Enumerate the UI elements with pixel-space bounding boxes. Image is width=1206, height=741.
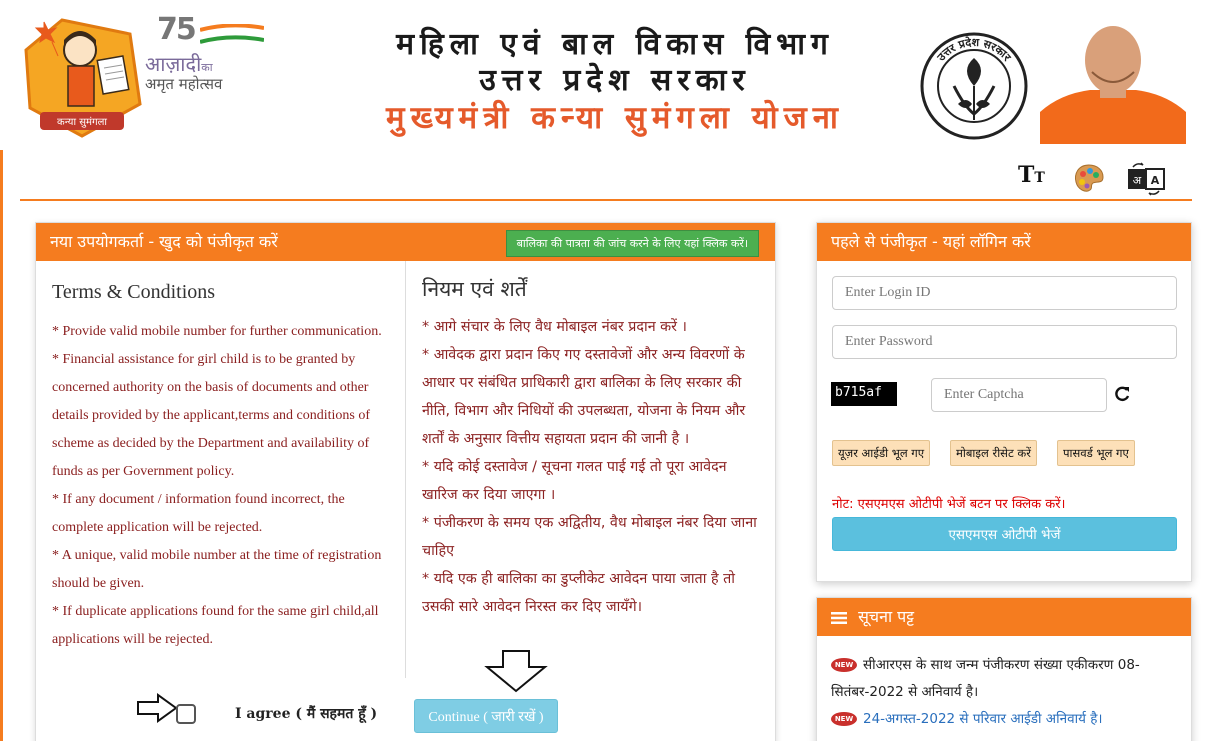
list-icon (831, 612, 847, 624)
chief-minister-photo (1040, 12, 1186, 144)
eligibility-check-button[interactable]: बालिका की पात्रता की जांच करने के लिए यहां क्लिक करें। (506, 230, 759, 257)
term-hi-item: * यदि एक ही बालिका का डुप्लीकेट आवेदन पाया जाता है तो उसकी सारे आवेदन निरस्त कर दिए जायँगे। (422, 571, 735, 615)
language-hindi-glyph: अ (1132, 174, 1142, 187)
tricolor-flag-icon (200, 24, 264, 44)
arrow-down-icon (483, 649, 549, 693)
forgot-password-button[interactable]: पासवर्ड भूल गए (1057, 440, 1135, 466)
department-title: महिला एवं बाल विकास विभाग (396, 27, 834, 62)
register-heading: नया उपयोगकर्ता - खुद को पंजीकृत करें (50, 232, 278, 251)
terms-english (36, 261, 406, 678)
login-id-input[interactable] (832, 276, 1177, 310)
captcha-image: b715af (831, 382, 897, 406)
government-title: उत्तर प्रदेश सरकार (479, 63, 751, 98)
login-heading: पहले से पंजीकृत - यहां लॉगिन करें (831, 232, 1031, 251)
term-hi-item: * पंजीकरण के समय एक अद्वितीय, वैध मोबाइल नंबर दिया जाना चाहिए (422, 515, 757, 559)
mobile-reset-button[interactable]: मोबाइल रीसेट करें (950, 440, 1037, 466)
azadi-ka-amrit-mahotsav-logo (145, 12, 285, 92)
language-english-glyph: A (1150, 174, 1160, 187)
term-en-item: * If duplicate applications found for the same girl child,all applications will be rejected. (52, 604, 379, 647)
notice-heading: सूचना पट्ट (858, 607, 915, 626)
translate-icon[interactable] (1127, 162, 1165, 196)
send-sms-otp-button[interactable]: एसएमएस ओटीपी भेजें (832, 517, 1177, 551)
term-en-item: * Financial assistance for girl child is to be granted by concerned authority on the basis of documents and other details provided by the applicant,terms and conditions of scheme as decided by the Department and availability of funds as per Government policy. (52, 352, 371, 479)
terms-hindi (406, 261, 777, 678)
terms-english-title: Terms & Conditions (52, 281, 216, 303)
notice-board-header (817, 598, 1191, 636)
term-hi-item: * यदि कोई दस्तावेज / सूचना गलत पाई गई तो पूरा आवेदन खारिज कर दिया जाएगा । (422, 459, 727, 503)
kanya-logo-text: कन्या सुमंगला (57, 117, 107, 128)
new-badge-icon: NEW (831, 658, 857, 672)
login-panel (816, 222, 1192, 582)
site-header (0, 0, 1206, 188)
amrit-mahotsav-text: अमृत महोत्सव (145, 75, 223, 93)
agree-checkbox[interactable] (176, 704, 196, 724)
term-en-item: * If any document / information found incorrect, the complete application will be rejected. (52, 492, 345, 535)
forgot-user-id-button[interactable]: यूज़र आईडी भूल गए (832, 440, 930, 466)
continue-button[interactable]: Continue ( जारी रखें ) (414, 699, 558, 733)
up-government-emblem (918, 30, 1030, 142)
term-en-item: * A unique, valid mobile number at the time of registration should be given. (52, 548, 382, 591)
emblem-text: उत्तर प्रदेश सरकार (934, 35, 1014, 64)
agree-row (36, 685, 777, 741)
term-hi-item: * आगे संचार के लिए वैध मोबाइल नंबर प्रदान करें । (422, 319, 687, 335)
register-panel-header (36, 223, 775, 261)
otp-note: नोट: एसएमएस ओटीपी भेजें बटन पर क्लिक करें। (832, 497, 1066, 512)
captcha-input[interactable] (931, 378, 1107, 412)
notice-board-panel (816, 597, 1192, 741)
login-panel-header (817, 223, 1191, 261)
notice-item[interactable]: NEW 24-अगस्त-2022 से परिवार आईडी अनिवार्य है। (831, 706, 1177, 733)
arrow-right-icon (136, 693, 178, 723)
header-divider (20, 199, 1192, 201)
refresh-captcha-icon[interactable] (1113, 385, 1131, 403)
new-badge-icon: NEW (831, 712, 857, 726)
notice-list (817, 636, 1191, 741)
azadi-text: आज़ादीका (145, 52, 213, 76)
text-size-icon[interactable]: TT (1018, 162, 1045, 188)
terms-hindi-title: नियम एवं शर्तें (422, 277, 527, 301)
scheme-title: मुख्यमंत्री कन्या सुमंगला योजना (386, 100, 844, 136)
azadi-75: 75 (157, 12, 195, 47)
palette-icon[interactable] (1072, 162, 1106, 196)
register-panel (35, 222, 776, 741)
term-hi-item: * आवेदक द्वारा प्रदान किए गए दस्तावेजों और अन्य विवरणों के आधार पर संबंधित प्राधिकारी द्वारा बालिका के लिए सरकार की नीति, विभाग और निधियों की उपलब्धता, योजना के नियम और शर्तों के अनुसार वित्तीय सहायता प्रदान की जानी है । (422, 347, 746, 447)
notice-item[interactable]: NEW सीआरएस के साथ जन्म पंजीकरण संख्या एकीकरण 08-सितंबर-2022 से अनिवार्य है। (831, 657, 1140, 700)
kanya-sumangala-logo (22, 12, 144, 142)
term-en-item: * Provide valid mobile number for further communication. (52, 324, 382, 339)
password-input[interactable] (832, 325, 1177, 359)
agree-label: I agree ( मैं सहमत हूँ ) (235, 706, 378, 722)
